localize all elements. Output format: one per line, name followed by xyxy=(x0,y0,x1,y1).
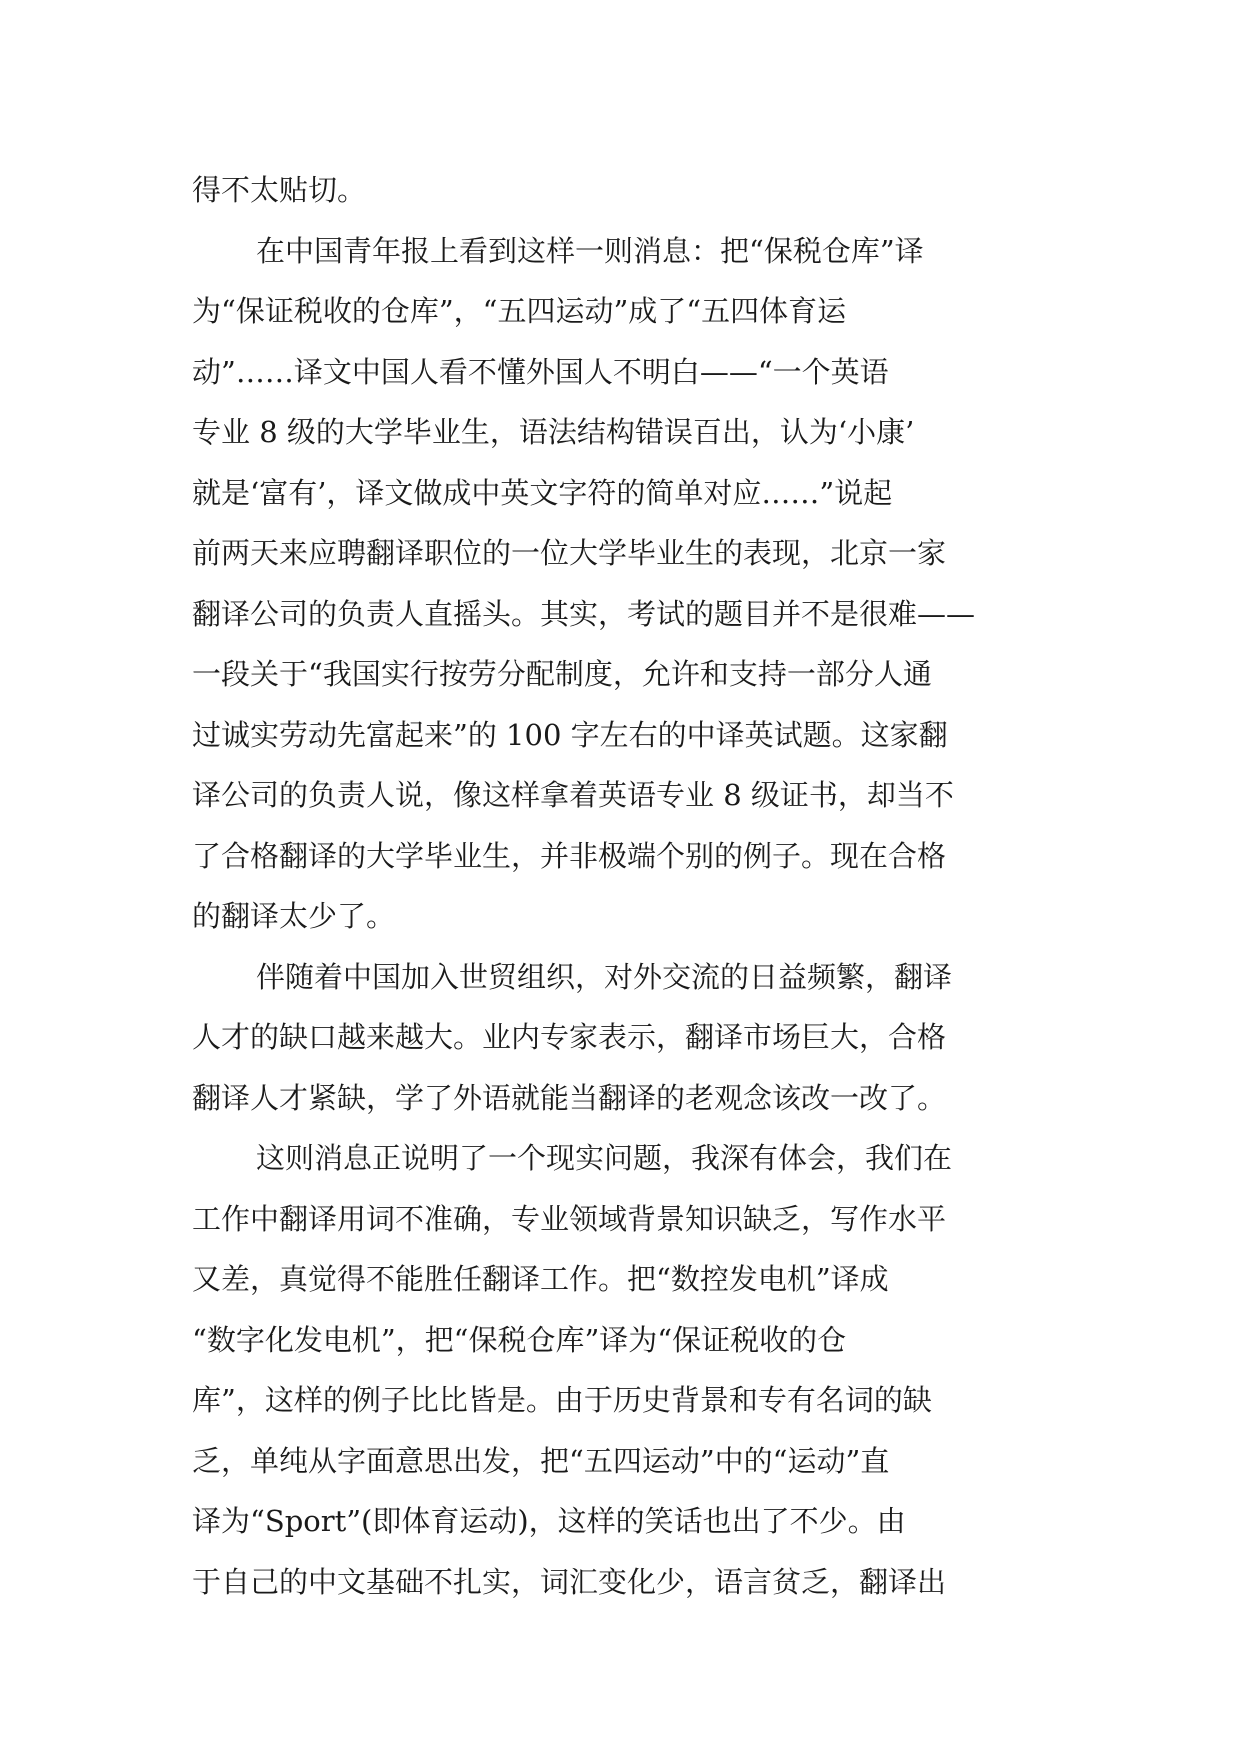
text-line: 就是‘富有’，译文做成中英文字符的简单对应……”说起 xyxy=(192,475,893,510)
text-line: 库”，这样的例子比比皆是。由于历史背景和专有名词的缺 xyxy=(192,1383,932,1417)
text-line: 一段关于“我国实行按劳分配制度，允许和支持一部分人通 xyxy=(192,657,932,691)
text-line: 动”……译文中国人看不懂外国人不明白——“一个英语 xyxy=(192,354,889,389)
text-line: 于自己的中文基础不扎实，词汇变化少，语言贫乏，翻译出 xyxy=(192,1564,947,1599)
text-line: 人才的缺口越来越大。业内专家表示，翻译市场巨大，合格 xyxy=(192,1020,947,1054)
text-line: 又差，真觉得不能胜任翻译工作。把“数控发电机”译成 xyxy=(192,1262,889,1296)
text-line: 得不太贴切。 xyxy=(192,173,367,207)
document-body xyxy=(192,160,1052,1612)
paragraph-first-line: 这则消息正说明了一个现实问题，我深有体会，我们在 xyxy=(256,1141,953,1175)
text-line: 乏，单纯从字面意思出发，把“五四运动”中的“运动”直 xyxy=(192,1443,890,1478)
text-line: 翻译人才紧缺，学了外语就能当翻译的老观念该改一改了。 xyxy=(192,1080,947,1115)
text-line: 了合格翻译的大学毕业生，并非极端个别的例子。现在合格 xyxy=(192,838,947,873)
text-line: 译为“Sport”(即体育运动)，这样的笑话也出了不少。由 xyxy=(192,1504,906,1538)
text-line: 前两天来应聘翻译职位的一位大学毕业生的表现，北京一家 xyxy=(192,536,947,570)
text-line: 专业 8 级的大学毕业生，语法结构错误百出，认为‘小康’ xyxy=(192,415,915,449)
text-line: 译公司的负责人说，像这样拿着英语专业 8 级证书，却当不 xyxy=(192,778,954,812)
text-line: 过诚实劳动先富起来”的 100 字左右的中译英试题。这家翻 xyxy=(192,717,948,752)
text-line: 为“保证税收的仓库”，“五四运动”成了“五四体育运 xyxy=(192,294,847,328)
text-line: 翻译公司的负责人直摇头。其实，考试的题目并不是很难—— xyxy=(192,596,976,631)
text-line: 工作中翻译用词不准确，专业领域背景知识缺乏，写作水平 xyxy=(192,1201,947,1236)
text-line: 的翻译太少了。 xyxy=(192,899,396,933)
paragraph-first-line: 在中国青年报上看到这样一则消息：把“保税仓库”译 xyxy=(256,233,924,268)
text-line: “数字化发电机”，把“保税仓库”译为“保证税收的仓 xyxy=(192,1322,847,1357)
paragraph-first-line: 伴随着中国加入世贸组织，对外交流的日益频繁，翻译 xyxy=(256,959,953,994)
